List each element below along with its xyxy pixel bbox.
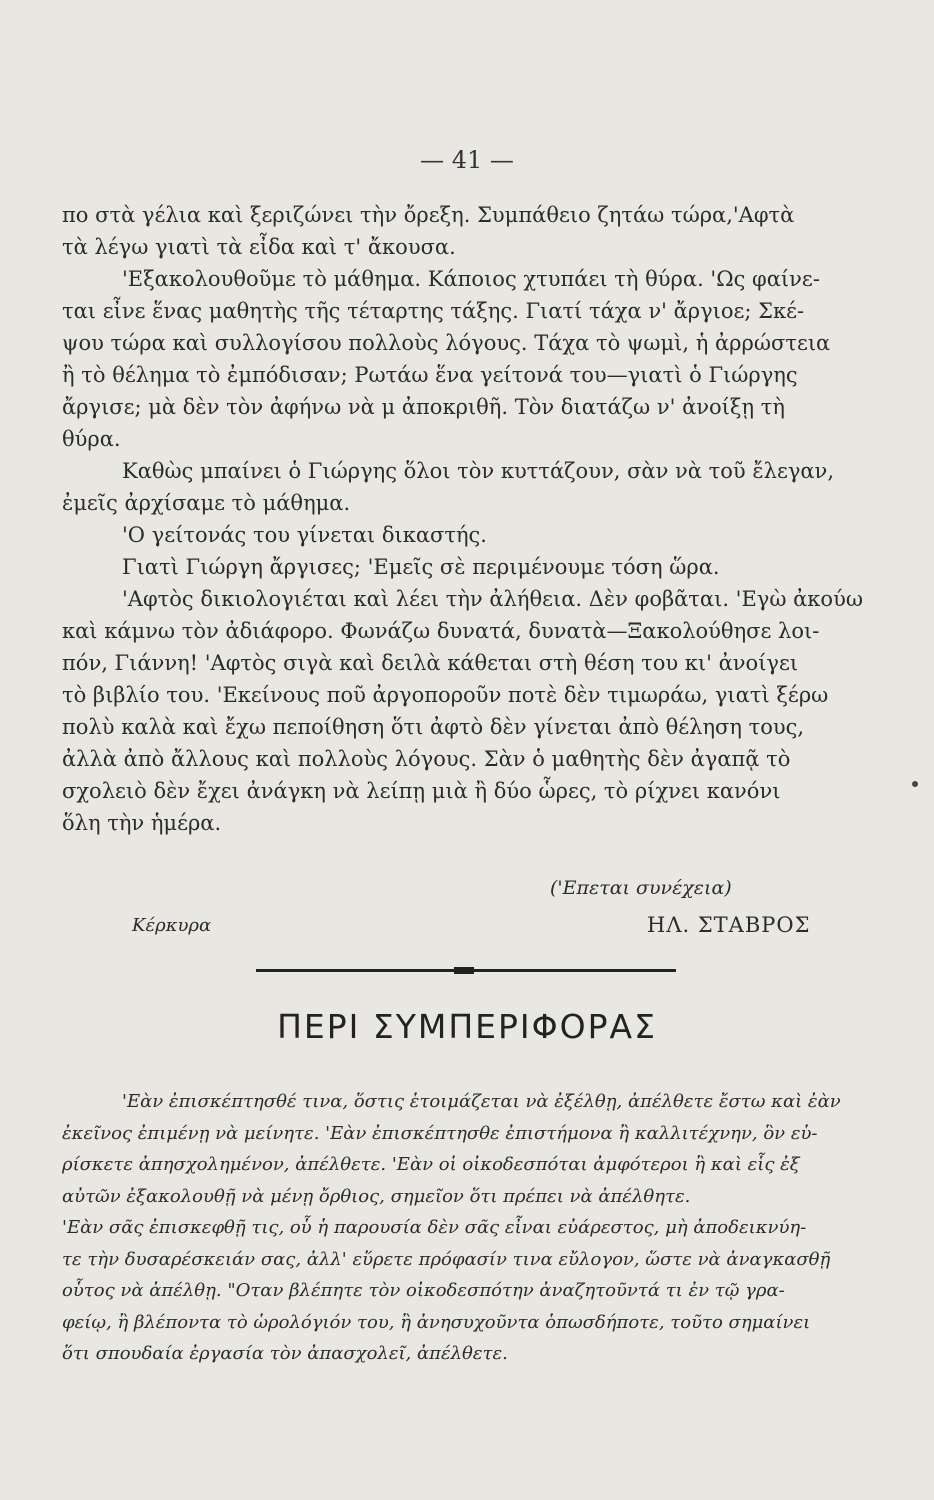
text-line: καὶ κάμνω τὸν ἀδιάφορο. Φωνάζω δυνατά, δυνατὰ—Ξακολούθησε λοι- (62, 619, 820, 643)
text-line: πόν, Γιάννη! 'Αφτὸς σιγὰ καὶ δειλὰ κάθεται στὴ θέση του κι' ἀνοίγει (62, 651, 799, 675)
text-line: πο στὰ γέλια καὶ ξεριζώνει τὴν ὄρεξη. Συμπάθειο ζητάω τώρα,'Αφτὰ (62, 203, 795, 227)
text-line: φείῳ, ἢ βλέποντα τὸ ὡρολόγιόν του, ἢ ἀνησυχοῦντα ὁπωσδήποτε, τοῦτο σημαίνει (62, 1311, 811, 1333)
margin-speck (912, 781, 918, 787)
section-text (62, 1086, 882, 1370)
text-line: ται εἶνε ἕνας μαθητὴς τῆς τέταρτης τάξης. Γιατί τάχα ν' ἄργιοε; Σκέ- (62, 299, 805, 323)
text-line: ψου τώρα καὶ συλλογίσου πολλοὺς λόγους. Τάχα τὸ ψωμὶ, ἡ ἀρρώστεια (62, 331, 831, 355)
text-line: 'Εὰν ἐπισκέπτησθέ τινα, ὅστις ἑτοιμάζεται νὰ ἐξέλθῃ, ἀπέλθετε ἔστω καὶ ἐὰν (122, 1091, 841, 1112)
text-line: 'Ο γείτονάς του γίνεται δικαστής. (122, 523, 487, 547)
story-text (62, 199, 882, 839)
section-heading: ΠΕΡΙ ΣΥΜΠΕΡΙΦΟΡΑΣ (277, 1007, 657, 1046)
text-line: ὅτι σπουδαία ἐργασία τὸν ἀπασχολεῖ, ἀπέλθετε. (62, 1343, 508, 1364)
text-line: Καθὼς μπαίνει ὁ Γιώργης ὅλοι τὸν κυττάζουν, σὰν νὰ τοῦ ἔλεγαν, (122, 459, 834, 483)
text-line: τε τὴν δυσαρέσκειάν σας, ἀλλ' εὕρετε πρόφασίν τινα εὔλογον, ὥστε νὰ ἀναγκασθῇ (62, 1248, 831, 1270)
text-line: ὅλη τὴν ἡμέρα. (62, 811, 222, 835)
text-line: Γιατὶ Γιώργη ἄργισες; 'Εμεῖς σὲ περιμένουμε τόση ὥρα. (122, 555, 720, 579)
page-number: — 41 — (420, 146, 514, 174)
section-divider (256, 969, 676, 973)
text-line: ἐκεῖνος ἐπιμένῃ νὰ μείνητε. 'Εὰν ἐπισκέπτησθε ἐπιστήμονα ἢ καλλιτέχνην, ὃν εὑ- (62, 1122, 818, 1144)
text-line: ἐμεῖς ἀρχίσαμε τὸ μάθημα. (62, 491, 351, 515)
text-line: σχολειὸ δὲν ἔχει ἀνάγκη νὰ λείπῃ μιὰ ἢ δύο ὧρες, τὸ ρίχνει κανόνι (62, 779, 781, 803)
text-line: αὐτῶν ἐξακολουθῇ νὰ μένῃ ὄρθιος, σημεῖον ὅτι πρέπει νὰ ἀπέλθητε. (62, 1185, 691, 1207)
text-line: 'Εξακολουθοῦμε τὸ μάθημα. Κάποιος χτυπάει τὴ θύρα. 'Ως φαίνε- (122, 267, 820, 291)
text-line: θύρα. (62, 427, 121, 451)
text-line: πολὺ καλὰ καὶ ἔχω πεποίθηση ὅτι ἀφτὸ δὲν γίνεται ἀπὸ θέληση τους, (62, 715, 805, 739)
author-signoff: ΗΛ. ΣΤΑΒΡΟΣ (647, 913, 811, 937)
text-line: 'Αφτὸς δικιολογιέται καὶ λέει τὴν ἀλήθεια. Δὲν φοβᾶται. 'Εγὼ ἀκούω (122, 587, 863, 611)
text-line: τὰ λέγω γιατὶ τὰ εἶδα καὶ τ' ἄκουσα. (62, 235, 456, 259)
place-signoff: Κέρκυρα (132, 915, 212, 936)
text-line: ἢ τὸ θέλημα τὸ ἐμπόδισαν; Ρωτάω ἕνα γείτονά του—γιατὶ ὁ Γιώργης (62, 363, 798, 387)
continued-note: ('Επεται συνέχεια) (550, 877, 732, 899)
text-line: τὸ βιβλίο του. 'Εκείνους ποῦ ἀργοποροῦν ποτὲ δὲν τιμωράω, γιατὶ ξέρω (62, 683, 829, 707)
text-line: 'Εὰν σᾶς ἐπισκεφθῇ τις, οὗ ἡ παρουσία δὲν σᾶς εἶναι εὐάρεστος, μὴ ἀποδεικνύη- (62, 1217, 807, 1238)
text-line: ἀλλὰ ἀπὸ ἄλλους καὶ πολλοὺς λόγους. Σὰν ὁ μαθητὴς δὲν ἀγαπᾷ τὸ (62, 747, 791, 771)
text-line: ρίσκετε ἀπησχολημένον, ἀπέλθετε. 'Εὰν οἱ οἰκοδεσπόται ἀμφότεροι ἢ καὶ εἷς ἐξ (62, 1154, 800, 1175)
text-line: οὗτος νὰ ἀπέλθῃ. "Οταν βλέπητε τὸν οἰκοδεσπότην ἀναζητοῦντά τι ἐν τῷ γρα- (62, 1280, 785, 1301)
text-line: ἄργισε; μὰ δὲν τὸν ἀφήνω νὰ μ ἀποκριθῆ. Τὸν διατάζω ν' ἀνοίξῃ τὴ (62, 395, 785, 419)
